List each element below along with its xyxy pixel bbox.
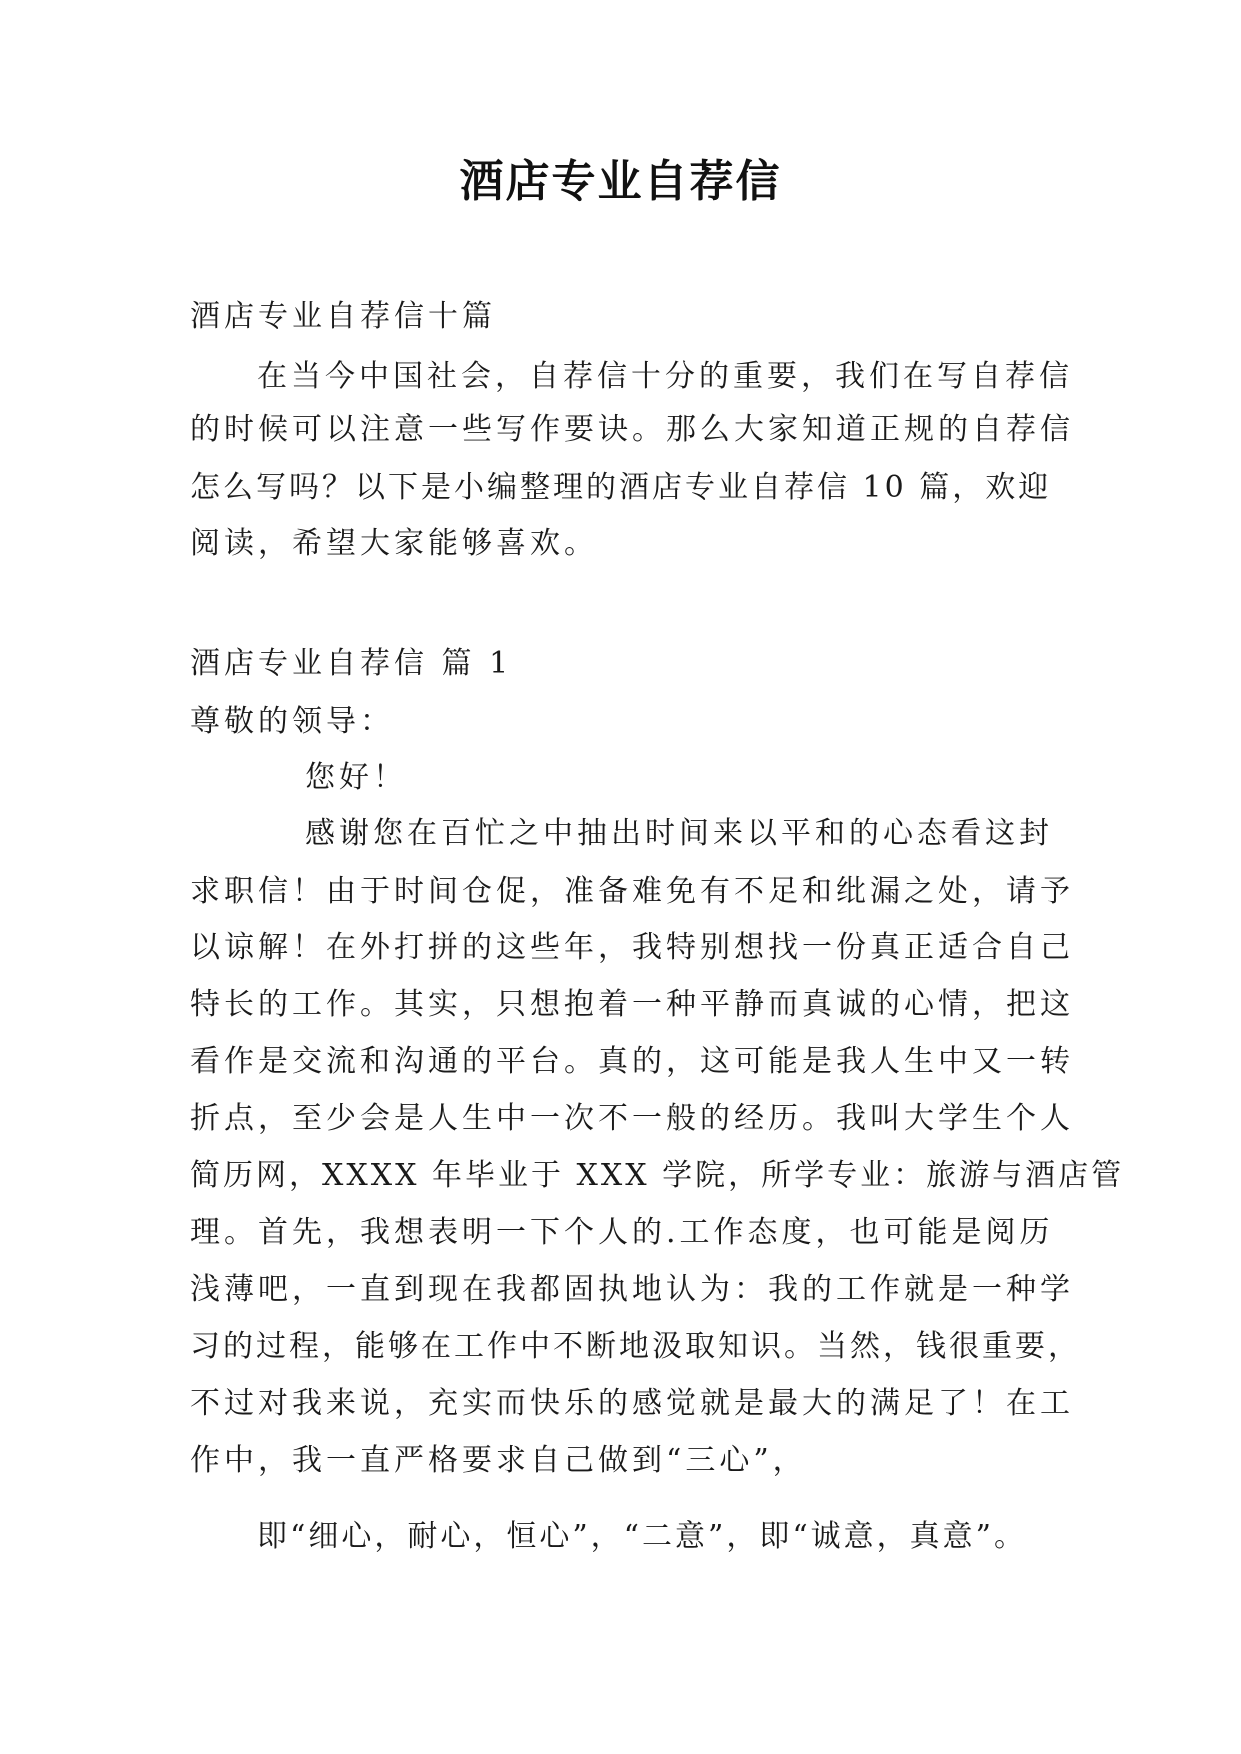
body-line: 特长的工作。其实，只想抱着一种平静而真诚的心情，把这	[190, 987, 1074, 1022]
document-title: 酒店专业自荐信	[459, 156, 782, 207]
salutation: 尊敬的领导：	[190, 704, 394, 739]
body-line: 感谢您在百忙之中抽出时间来以平和的心态看这封	[305, 816, 1053, 851]
body-line: 看作是交流和沟通的平台。真的，这可能是我人生中又一转	[190, 1044, 1074, 1079]
intro-line: 怎么写吗？以下是小编整理的酒店专业自荐信 10 篇，欢迎	[190, 470, 1052, 505]
body-line: 以谅解！在外打拼的这些年，我特别想找一份真正适合自己	[190, 930, 1074, 965]
body-line: 作中，我一直严格要求自己做到“三心”，	[190, 1443, 807, 1478]
greeting: 您好！	[305, 760, 407, 795]
intro-line: 在当今中国社会，自荐信十分的重要，我们在写自荐信	[257, 359, 1073, 394]
last-line: 即“细心，耐心，恒心”，“二意”，即“诚意，真意”。	[257, 1519, 1028, 1554]
subtitle: 酒店专业自荐信十篇	[190, 299, 496, 334]
body-line: 习的过程，能够在工作中不断地汲取知识。当然，钱很重要，	[190, 1329, 1081, 1364]
body-line: 不过对我来说，充实而快乐的感觉就是最大的满足了！在工	[190, 1386, 1074, 1421]
intro-line: 阅读，希望大家能够喜欢。	[190, 526, 598, 561]
body-line: 求职信！由于时间仓促，准备难免有不足和纰漏之处，请予	[190, 874, 1074, 909]
body-line: 理。首先，我想表明一下个人的.工作态度，也可能是阅历	[190, 1215, 1054, 1250]
body-line: 浅薄吧，一直到现在我都固执地认为：我的工作就是一种学	[190, 1272, 1074, 1307]
body-line: 简历网，XXXX 年毕业于 XXX 学院，所学专业：旅游与酒店管	[190, 1158, 1125, 1193]
intro-line: 的时候可以注意一些写作要诀。那么大家知道正规的自荐信	[190, 412, 1074, 447]
section-heading: 酒店专业自荐信 篇 1	[190, 646, 513, 681]
body-line: 折点，至少会是人生中一次不一般的经历。我叫大学生个人	[190, 1101, 1074, 1136]
